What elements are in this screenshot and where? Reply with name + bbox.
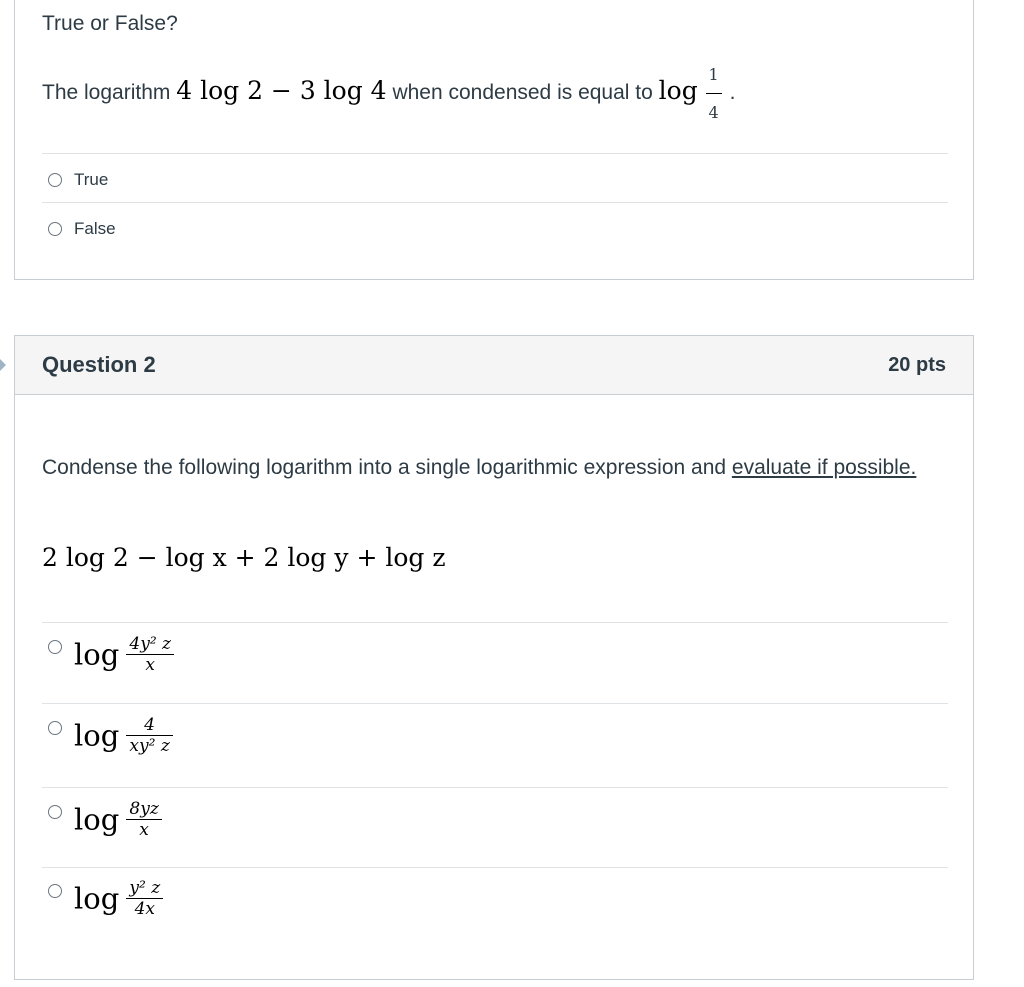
log-text: log <box>74 881 120 916</box>
log-text: log <box>74 637 120 672</box>
statement-fraction <box>706 56 722 131</box>
answer-fraction-4 <box>126 878 163 919</box>
statement-middle: when condensed is equal to <box>392 81 653 105</box>
answer-divider <box>42 787 948 788</box>
instruction-underlined: evaluate if possible. <box>731 456 917 479</box>
fraction-numerator: 4y² z <box>126 634 174 655</box>
answer-expression-2[interactable] <box>74 715 175 756</box>
question-2-card <box>14 335 974 980</box>
question-2-header <box>15 336 973 395</box>
radio-false[interactable] <box>48 222 62 236</box>
answer-expression-1[interactable] <box>74 634 176 675</box>
answer-fraction-2 <box>126 715 172 756</box>
statement-log: log <box>658 76 698 106</box>
answer-expression-3[interactable] <box>74 799 164 840</box>
answer-fraction-3 <box>126 799 161 840</box>
question-2-instruction <box>42 449 948 486</box>
fraction-denominator: x <box>139 820 149 840</box>
fraction-numerator: 8yz <box>126 799 161 820</box>
fraction-denominator: xy² z <box>129 736 170 756</box>
answer-option-true[interactable] <box>48 170 108 190</box>
question-1-statement <box>42 56 735 131</box>
radio-true[interactable] <box>48 173 62 187</box>
question-2-points: 20 pts <box>888 354 946 376</box>
answer-option-false[interactable] <box>48 219 116 239</box>
statement-expression: 4 log 2 − 3 log 4 <box>176 76 387 106</box>
answer-divider <box>42 622 948 623</box>
answer-divider <box>42 202 948 203</box>
radio-option-3[interactable] <box>48 805 62 819</box>
answer-divider <box>42 703 948 704</box>
fraction-numerator: y² z <box>126 878 163 899</box>
radio-option-1[interactable] <box>48 640 62 654</box>
answer-fraction-1 <box>126 634 174 675</box>
statement-period: . <box>729 81 736 105</box>
statement-prefix: The logarithm <box>42 81 171 105</box>
question-1-card <box>14 0 974 280</box>
fraction-denominator: x <box>145 655 155 675</box>
statement-fraction-numerator: 1 <box>706 56 722 94</box>
answer-label-false[interactable]: False <box>74 219 116 238</box>
answer-divider <box>42 153 948 154</box>
answer-expression-4[interactable] <box>74 878 165 919</box>
question-2-title: Question 2 <box>42 352 156 377</box>
radio-option-2[interactable] <box>48 721 62 735</box>
statement-fraction-denominator: 4 <box>708 103 719 122</box>
question-marker-icon <box>0 358 6 372</box>
answer-divider <box>42 867 948 868</box>
log-text: log <box>74 802 120 837</box>
question-2-expression: 2 log 2 − log x + 2 log y + log z <box>42 543 446 572</box>
fraction-denominator: 4x <box>134 899 155 919</box>
answer-label-true[interactable]: True <box>74 170 109 189</box>
log-text: log <box>74 718 120 753</box>
question-1-prompt: True or False? <box>42 12 178 35</box>
instruction-text: Condense the following logarithm into a single logarithmic expression and <box>42 456 727 479</box>
fraction-numerator: 4 <box>126 715 172 736</box>
radio-option-4[interactable] <box>48 884 62 898</box>
